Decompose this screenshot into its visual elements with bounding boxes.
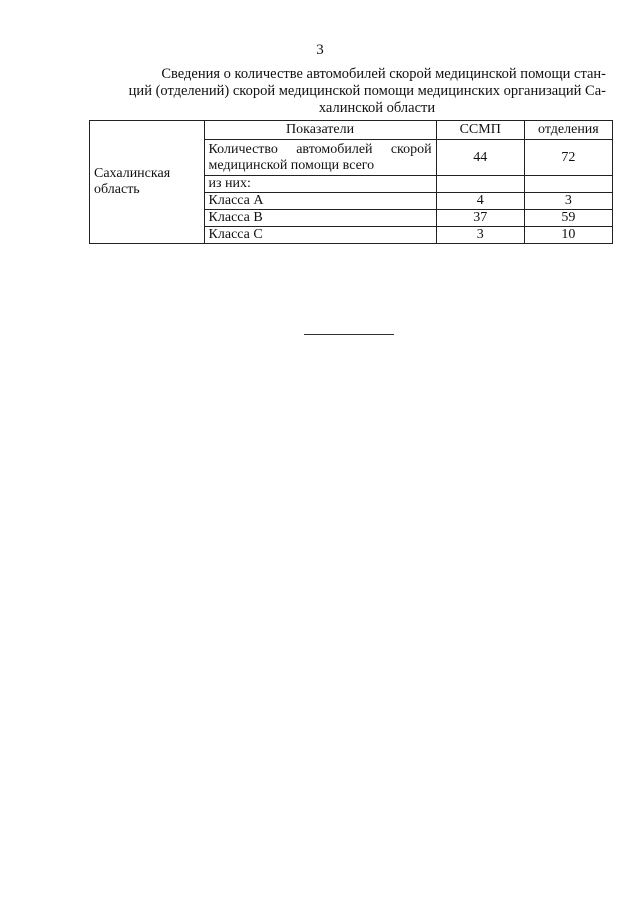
row-otd: 3	[524, 193, 612, 210]
header-otdeleniya: отделения	[524, 121, 612, 140]
row-otd	[524, 176, 612, 193]
title-line-2: ций (отделений) скорой медицинской помощи медицинских организаций Са-	[128, 83, 606, 99]
header-indicators: Показатели	[204, 121, 436, 140]
separator-rule	[304, 334, 394, 335]
row-ssmp	[436, 176, 524, 193]
row-label: из них:	[204, 176, 436, 193]
row-otd: 10	[524, 227, 612, 244]
row-otd: 59	[524, 210, 612, 227]
title-line-3: халинской области	[318, 100, 436, 116]
title-line-1: Сведения о количестве автомобилей скорой медицинской помощи стан-	[161, 66, 606, 82]
ambulance-table	[89, 120, 613, 244]
table-header-row	[90, 121, 613, 140]
document-title	[128, 66, 606, 117]
region-cell	[90, 121, 205, 244]
page-number: 3	[316, 42, 324, 58]
row-label: Класса А	[204, 193, 436, 210]
region-line-1: Сахалинская	[94, 166, 171, 181]
row-ssmp: 44	[436, 140, 524, 176]
header-ssmp: ССМП	[436, 121, 524, 140]
row-ssmp: 37	[436, 210, 524, 227]
row-label: Класса С	[204, 227, 436, 244]
row-ssmp: 3	[436, 227, 524, 244]
row-otd: 72	[524, 140, 612, 176]
row-ssmp: 4	[436, 193, 524, 210]
row-label: Класса В	[204, 210, 436, 227]
row-label: Количество автомобилей скорой медицинской помощи всего	[204, 140, 436, 176]
region-line-2: область	[94, 182, 140, 197]
